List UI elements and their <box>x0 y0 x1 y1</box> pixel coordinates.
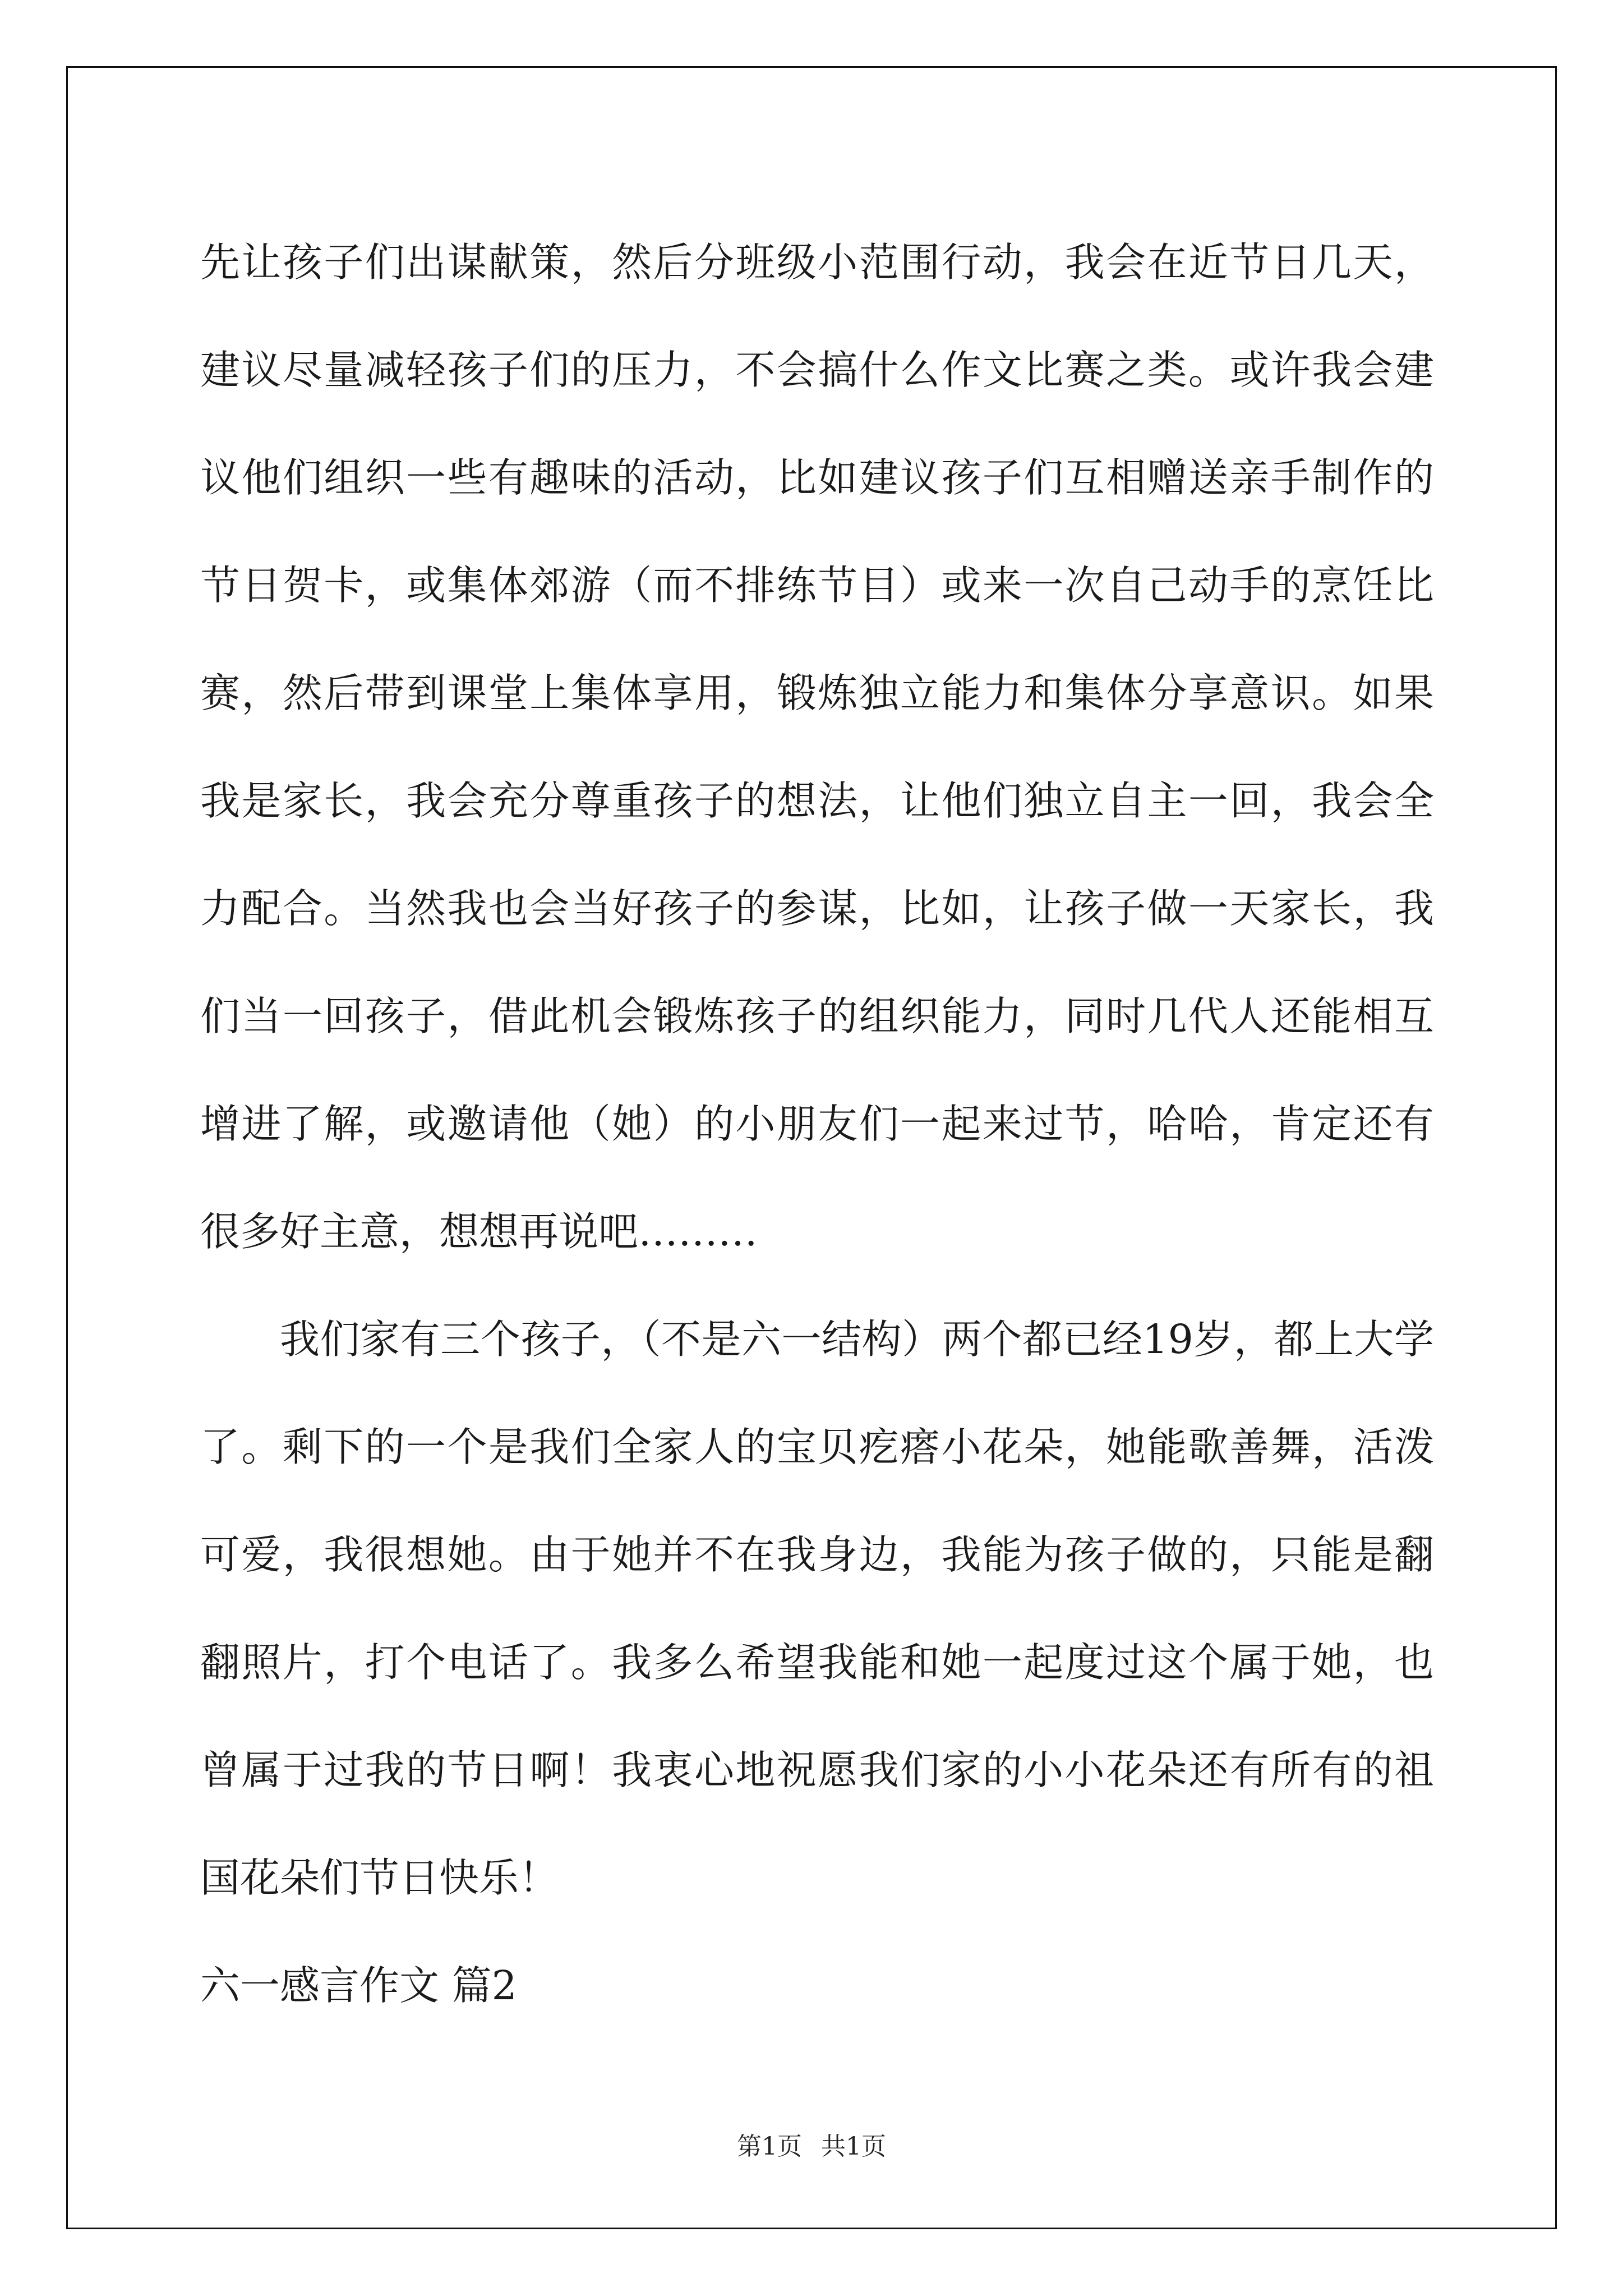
paragraph-2: 我们家有三个孩子，（不是六一结构）两个都已经19岁，都上大学了。剩下的一个是我们全家人的宝贝疙瘩小花朵，她能歌善舞，活泼可爱，我很想她。由于她并不在我身边，我能为孩子做的，只能是翻翻照片，打个电话了。我多么希望我能和她一起度过这个属于她，也曾属于过我的节日啊！我衷心地祝愿我们家的小小花朵还有所有的祖国花朵们节日快乐！ <box>200 1316 1434 1901</box>
page-footer: 第1页 共1页 <box>737 2132 886 2161</box>
document-body <box>200 209 1434 2040</box>
section-heading: 六一感言作文 篇2 <box>200 1962 517 2009</box>
paragraph-1: 先让孩子们出谋献策，然后分班级小范围行动，我会在近节日几天，建议尽量减轻孩子们的压力，不会搞什么作文比赛之类。或许我会建议他们组织一些有趣味的活动，比如建议孩子们互相赠送亲手制作的节日贺卡，或集体郊游（而不排练节目）或来一次自己动手的烹饪比赛，然后带到课堂上集体享用，锻炼独立能力和集体分享意识。如果我是家长，我会充分尊重孩子的想法，让他们独立自主一回，我会全力配合。当然我也会当好孩子的参谋，比如，让孩子做一天家长，我们当一回孩子，借此机会锻炼孩子的组织能力，同时几代人还能相互增进了解，或邀请他（她）的小朋友们一起来过节，哈哈，肯定还有很多好主意，想想再说吧……… <box>200 239 1434 1255</box>
